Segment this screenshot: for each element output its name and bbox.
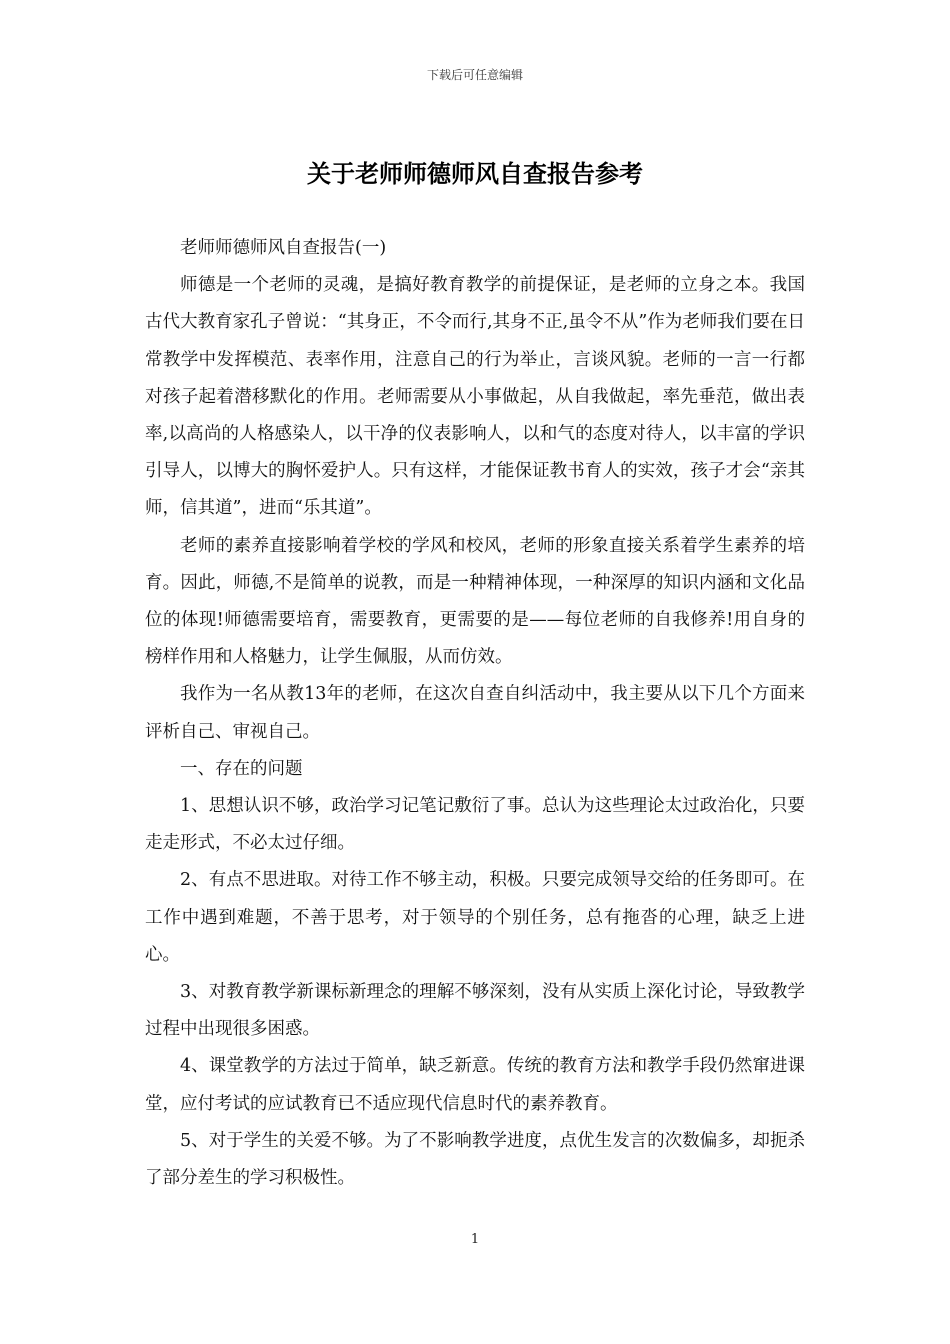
section-heading: 一、存在的问题 (180, 758, 303, 779)
list-item: 5、对于学生的关爱不够。为了不影响教学进度，点优生发言的次数偏多，却扼杀了部分差生的学习积极性。 (145, 1130, 805, 1189)
paragraph: 老师的素养直接影响着学校的学风和校风，老师的形象直接关系着学生素养的培育。因此，师德,不是简单的说教，而是一种精神体现，一种深厚的知识内涵和文化品位的体现!师德需要培育，需要教育，更需要的是——每位老师的自我修养!用自身的榜样作用和人格魅力，让学生佩服，从而仿效。 (145, 535, 805, 668)
list-item: 4、课堂教学的方法过于简单，缺乏新意。传统的教育方法和教学手段仍然窜进课堂，应付考试的应试教育已不适应现代信息时代的素养教育。 (145, 1056, 805, 1114)
paragraph: 师德是一个老师的灵魂，是搞好教育教学的前提保证，是老师的立身之本。我国古代大教育家孔子曾说：“其身正，不令而行,其身不正,虽令不从”作为老师我们要在日常教学中发挥模范、表率作用，注意自己的行为举止，言谈风貌。老师的一言一行都对孩子起着潜移默化的作用。老师需要从小事做起，从自我做起，率先垂范，做出表率,以高尚的人格感染人，以干净的仪表影响人，以和气的态度对待人，以丰富的学识引导人，以博大的胸怀爱护人。只有这样，才能保证教书育人的实效，孩子才会“亲其师，信其道”，进而“乐其道”。 (145, 275, 805, 519)
paragraph: 我作为一名从教13年的老师，在这次自查自纠活动中，我主要从以下几个方面来评析自己、审视自己。 (145, 684, 805, 742)
page-number: 1 (470, 1232, 480, 1247)
list-item: 2、有点不思进取。对待工作不够主动，积极。只要完成领导交给的任务即可。在工作中遇到难题，不善于思考，对于领导的个别任务，总有拖沓的心理，缺乏上进心。 (145, 870, 805, 965)
document-body (145, 230, 805, 1197)
section-heading: 老师师德师风自查报告(一) (180, 238, 387, 258)
list-item: 1、思想认识不够，政治学习记笔记敷衍了事。总认为这些理论太过政治化，只要走走形式，不必太过仔细。 (145, 796, 805, 854)
list-item: 3、对教育教学新课标新理念的理解不够深刻，没有从实质上深化讨论，导致教学过程中出现很多困惑。 (145, 982, 805, 1040)
header-note: 下载后可任意编辑 (426, 68, 523, 82)
document-title: 关于老师师德师风自查报告参考 (307, 160, 643, 188)
